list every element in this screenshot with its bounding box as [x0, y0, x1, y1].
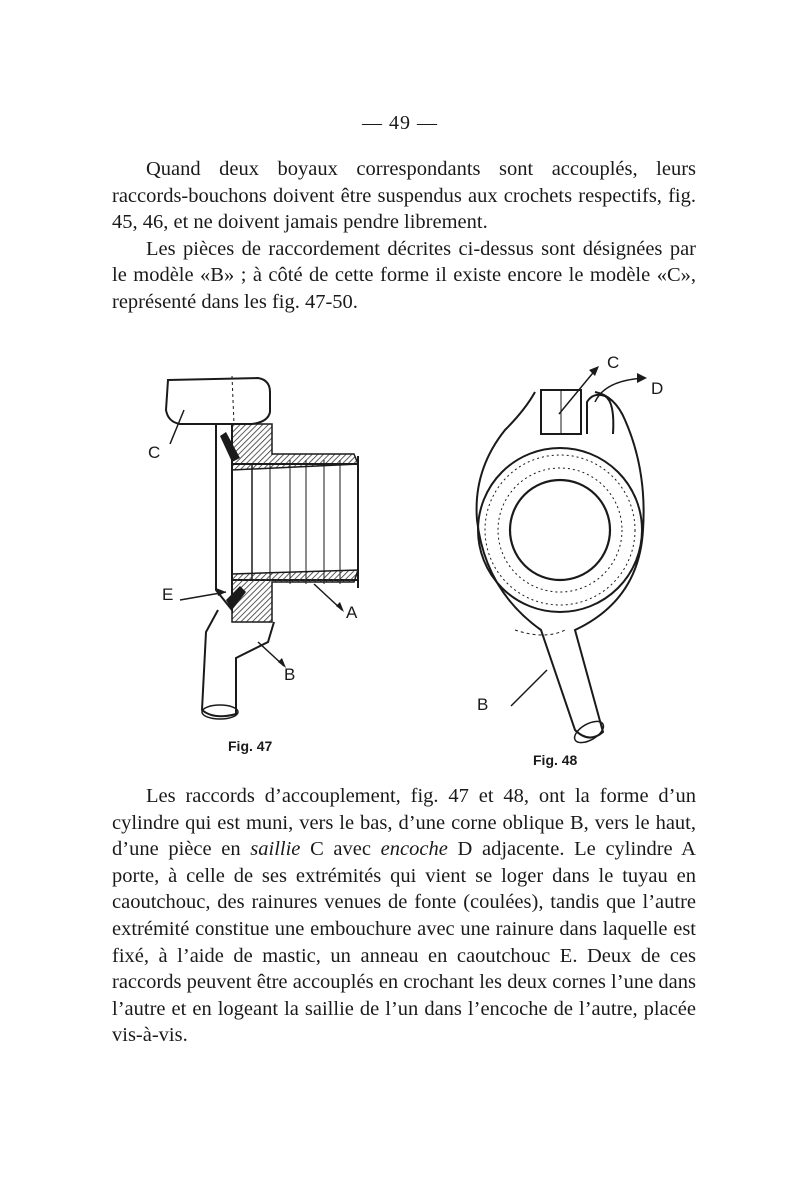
emphasis-encoche: encoche — [380, 838, 448, 861]
top-text-block — [112, 156, 696, 315]
figure-48-svg — [455, 340, 695, 780]
fig47-label-b: B — [284, 665, 296, 684]
paragraph-models: Les pièces de raccordement décrites ci-dessus sont désignées par le modèle «B» ; à côté de cette forme il existe encore le modèle «C», représenté dans les fig. 47-50. — [112, 237, 696, 313]
fig48-label-d: D — [651, 379, 664, 398]
figure-48-caption: Fig. 48 — [533, 752, 578, 768]
page-number: — 49 — — [362, 112, 438, 134]
figure-47-drawing — [140, 360, 390, 760]
paragraph-part-2: C avec — [300, 838, 381, 861]
fig48-label-c: C — [607, 353, 620, 372]
emphasis-saillie: saillie — [250, 838, 301, 861]
fig48-label-b: B — [477, 695, 489, 714]
paragraph-part-3: D adjacente. Le cylindre A porte, à celle de ses extrémités qui vient se loger dans le tuyau en caoutchouc, des rainures venues de fonte (coulées), tandis que l’autre extrémité constitue une embouchure avec une rainure dans laquelle est fixé, à l’aide de mastic, un anneau en caoutchouc E. Deux de ces raccords peuvent être accouplés en crochant les deux cornes l’une dans l’autre et en logeant la saillie de l’un dans l’encoche de l’autre, placée vis-à-vis. — [112, 838, 696, 1047]
fig47-label-a: A — [346, 603, 358, 622]
figure-47-caption: Fig. 47 — [228, 738, 273, 754]
paragraph-suspension: Quand deux boyaux correspondants sont accouplés, leurs raccords-bouchons doivent être suspendus aux crochets respectifs, fig. 45, 46, et ne doivent jamais pendre librement. — [112, 158, 696, 233]
paragraph-part-1: Les raccords d’accouplement, fig. 47 et 48, ont la forme d’un cylindre qui est muni, vers le bas, d’une corne oblique B, vers le haut, d’une pièce en — [112, 785, 696, 861]
fig47-label-c: C — [148, 443, 161, 462]
fig47-label-e: E — [162, 585, 174, 604]
bottom-text-block — [112, 783, 696, 1049]
figure-48-drawing — [455, 340, 695, 780]
paragraph-coupling-description — [112, 783, 696, 1049]
figure-47-svg — [140, 360, 390, 760]
